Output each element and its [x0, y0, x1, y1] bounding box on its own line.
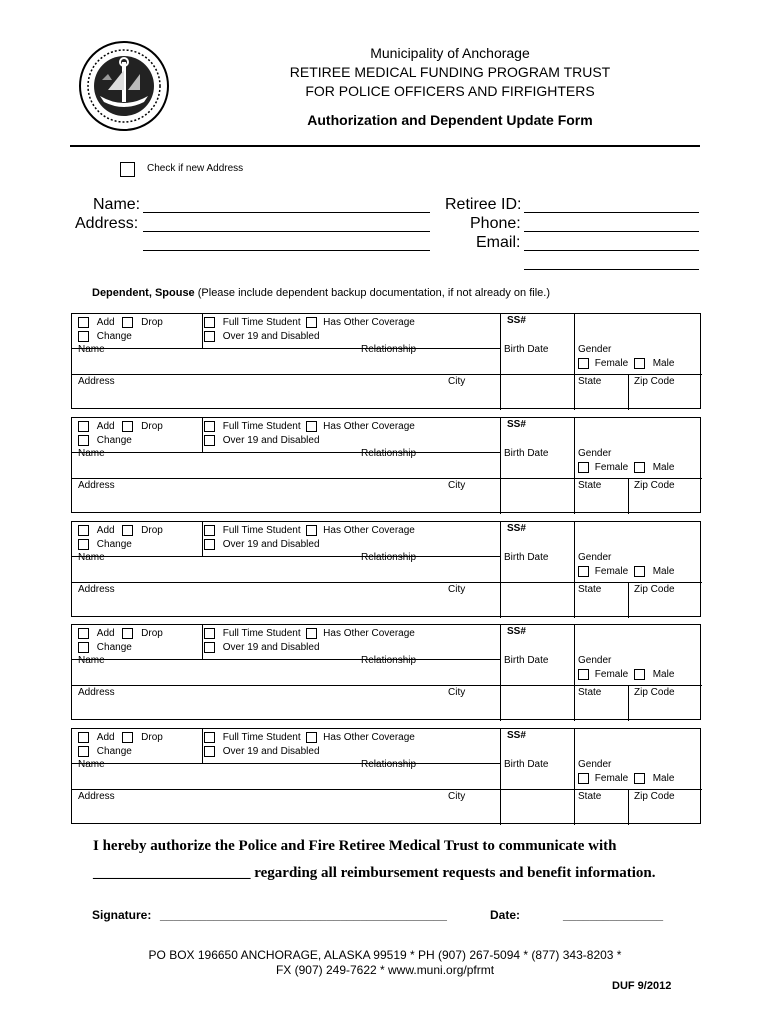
- change-checkbox[interactable]: [78, 331, 89, 342]
- add-checkbox[interactable]: [78, 525, 89, 536]
- gender-label: Gender: [578, 448, 612, 459]
- relationship-label: Relationship: [361, 655, 417, 666]
- relationship-label: Relationship: [361, 759, 417, 770]
- city-label: City: [448, 687, 466, 698]
- male-label: Male: [652, 669, 675, 681]
- address-label: Address: [78, 791, 115, 802]
- city-label: City: [448, 791, 466, 802]
- authorized-party-field[interactable]: _____________________: [93, 865, 251, 881]
- address-label: Address: [78, 687, 115, 698]
- authorization-line2-text: regarding all reimbursement requests and benefit information.: [254, 865, 656, 881]
- female-checkbox[interactable]: [578, 462, 589, 473]
- birth-date-label: Birth Date: [504, 448, 549, 459]
- header-divider: [70, 145, 700, 147]
- relationship-label: Relationship: [361, 552, 417, 563]
- male-checkbox[interactable]: [634, 773, 645, 784]
- name-label: Name: [78, 344, 105, 355]
- dependent-block: [71, 521, 701, 617]
- female-checkbox[interactable]: [578, 773, 589, 784]
- add-checkbox[interactable]: [78, 317, 89, 328]
- other-coverage-checkbox[interactable]: [306, 421, 317, 432]
- full-time-student-checkbox[interactable]: [204, 317, 215, 328]
- signature-field[interactable]: ___________________________________________: [160, 908, 447, 922]
- address-label: Address: [78, 584, 115, 595]
- full-time-student-checkbox[interactable]: [204, 628, 215, 639]
- dependent-block: [71, 624, 701, 720]
- org-name: Municipality of Anchorage: [370, 45, 530, 61]
- zip-label: Zip Code: [634, 584, 675, 595]
- full-time-student-label: Full Time Student: [222, 628, 301, 640]
- state-label: State: [578, 480, 602, 491]
- full-time-student-label: Full Time Student: [222, 317, 301, 329]
- state-label: State: [578, 584, 602, 595]
- dependent-heading-note: (Please include dependent backup documentation, if not already on file.): [197, 287, 550, 299]
- over-19-label: Over 19 and Disabled: [222, 435, 320, 447]
- name-field[interactable]: [143, 212, 430, 213]
- retiree-id-field[interactable]: [524, 212, 699, 213]
- drop-label: Drop: [141, 628, 163, 640]
- ssn-label: SS#: [507, 419, 526, 430]
- over-19-label: Over 19 and Disabled: [222, 539, 320, 551]
- female-label: Female: [594, 358, 629, 370]
- other-coverage-checkbox[interactable]: [306, 525, 317, 536]
- dependent-block: [71, 417, 701, 513]
- authorization-line1: I hereby authorize the Police and Fire Retiree Medical Trust to communicate with: [93, 838, 617, 854]
- change-label: Change: [96, 642, 132, 654]
- dependent-block: [71, 313, 701, 409]
- gender-label: Gender: [578, 552, 612, 563]
- email-field-line2[interactable]: [524, 269, 699, 270]
- full-time-student-label: Full Time Student: [222, 732, 301, 744]
- add-label: Add: [96, 421, 115, 433]
- relationship-label: Relationship: [361, 448, 417, 459]
- other-coverage-label: Has Other Coverage: [323, 732, 415, 744]
- drop-label: Drop: [141, 525, 163, 537]
- change-label: Change: [96, 746, 132, 758]
- authorization-line2: [93, 865, 656, 882]
- phone-field[interactable]: [524, 231, 699, 232]
- new-address-checkbox[interactable]: [120, 162, 135, 177]
- male-label: Male: [652, 773, 675, 785]
- state-label: State: [578, 687, 602, 698]
- full-time-student-checkbox[interactable]: [204, 421, 215, 432]
- municipal-seal: [78, 40, 170, 132]
- other-coverage-label: Has Other Coverage: [323, 317, 415, 329]
- birth-date-label: Birth Date: [504, 655, 549, 666]
- name-label: Name: [78, 655, 105, 666]
- dependent-block: [71, 728, 701, 824]
- ssn-label: SS#: [507, 730, 526, 741]
- name-label: Name: [78, 759, 105, 770]
- add-checkbox[interactable]: [78, 732, 89, 743]
- drop-checkbox[interactable]: [122, 628, 133, 639]
- birth-date-label: Birth Date: [504, 552, 549, 563]
- female-checkbox[interactable]: [578, 566, 589, 577]
- footer-line2: FX (907) 249-7622 * www.muni.org/pfrmt: [275, 963, 495, 977]
- female-label: Female: [594, 669, 629, 681]
- other-coverage-checkbox[interactable]: [306, 317, 317, 328]
- address-label: Address:: [75, 215, 139, 232]
- state-label: State: [578, 791, 602, 802]
- ssn-label: SS#: [507, 626, 526, 637]
- change-label: Change: [96, 331, 132, 343]
- other-coverage-checkbox[interactable]: [306, 628, 317, 639]
- dependent-heading: [92, 287, 550, 299]
- add-checkbox[interactable]: [78, 628, 89, 639]
- phone-label: Phone:: [470, 215, 521, 232]
- add-label: Add: [96, 628, 115, 640]
- change-checkbox[interactable]: [78, 539, 89, 550]
- add-checkbox[interactable]: [78, 421, 89, 432]
- retiree-id-label: Retiree ID:: [445, 196, 522, 213]
- male-checkbox[interactable]: [634, 358, 645, 369]
- signature-label: Signature:: [92, 908, 152, 922]
- over-19-checkbox[interactable]: [204, 331, 215, 342]
- form-code: DUF 9/2012: [612, 980, 672, 992]
- change-label: Change: [96, 539, 132, 551]
- male-label: Male: [652, 566, 675, 578]
- state-label: State: [578, 376, 602, 387]
- over-19-label: Over 19 and Disabled: [222, 642, 320, 654]
- male-checkbox[interactable]: [634, 566, 645, 577]
- dependent-heading-bold: Dependent, Spouse: [92, 287, 195, 299]
- female-label: Female: [594, 462, 629, 474]
- city-label: City: [448, 584, 466, 595]
- email-label: Email:: [476, 234, 521, 251]
- new-address-label: Check if new Address: [147, 163, 244, 174]
- full-time-student-checkbox[interactable]: [204, 525, 215, 536]
- female-checkbox[interactable]: [578, 669, 589, 680]
- zip-label: Zip Code: [634, 480, 675, 491]
- add-label: Add: [96, 732, 115, 744]
- ssn-label: SS#: [507, 523, 526, 534]
- name-label: Name: [78, 552, 105, 563]
- drop-label: Drop: [141, 732, 163, 744]
- email-field[interactable]: [524, 250, 699, 251]
- over-19-checkbox[interactable]: [204, 435, 215, 446]
- drop-checkbox[interactable]: [122, 525, 133, 536]
- relationship-label: Relationship: [361, 344, 417, 355]
- male-checkbox[interactable]: [634, 462, 645, 473]
- full-time-student-checkbox[interactable]: [204, 732, 215, 743]
- address-field-line1[interactable]: [143, 231, 430, 232]
- name-label: Name: [78, 448, 105, 459]
- drop-label: Drop: [141, 421, 163, 433]
- form-title: Authorization and Dependent Update Form: [307, 112, 593, 128]
- address-label: Address: [78, 376, 115, 387]
- address-field-line2[interactable]: [143, 250, 430, 251]
- footer-line1: PO BOX 196650 ANCHORAGE, ALASKA 99519 * PH (907) 267-5094 * (877) 343-8203 *: [148, 948, 622, 962]
- gender-label: Gender: [578, 344, 612, 355]
- over-19-label: Over 19 and Disabled: [222, 746, 320, 758]
- city-label: City: [448, 480, 466, 491]
- over-19-checkbox[interactable]: [204, 746, 215, 757]
- drop-checkbox[interactable]: [122, 421, 133, 432]
- ssn-label: SS#: [507, 315, 526, 326]
- other-coverage-label: Has Other Coverage: [323, 628, 415, 640]
- add-label: Add: [96, 317, 115, 329]
- zip-label: Zip Code: [634, 376, 675, 387]
- male-label: Male: [652, 358, 675, 370]
- drop-checkbox[interactable]: [122, 732, 133, 743]
- drop-checkbox[interactable]: [122, 317, 133, 328]
- birth-date-label: Birth Date: [504, 344, 549, 355]
- female-label: Female: [594, 566, 629, 578]
- zip-label: Zip Code: [634, 791, 675, 802]
- address-label: Address: [78, 480, 115, 491]
- date-label: Date:: [490, 908, 521, 922]
- over-19-label: Over 19 and Disabled: [222, 331, 320, 343]
- change-checkbox[interactable]: [78, 746, 89, 757]
- male-checkbox[interactable]: [634, 669, 645, 680]
- female-label: Female: [594, 773, 629, 785]
- other-coverage-checkbox[interactable]: [306, 732, 317, 743]
- zip-label: Zip Code: [634, 687, 675, 698]
- date-field[interactable]: _______________: [563, 908, 664, 922]
- birth-date-label: Birth Date: [504, 759, 549, 770]
- over-19-checkbox[interactable]: [204, 539, 215, 550]
- gender-label: Gender: [578, 655, 612, 666]
- change-label: Change: [96, 435, 132, 447]
- gender-label: Gender: [578, 759, 612, 770]
- change-checkbox[interactable]: [78, 642, 89, 653]
- drop-label: Drop: [141, 317, 163, 329]
- full-time-student-label: Full Time Student: [222, 525, 301, 537]
- name-label: Name:: [93, 196, 141, 213]
- other-coverage-label: Has Other Coverage: [323, 525, 415, 537]
- other-coverage-label: Has Other Coverage: [323, 421, 415, 433]
- female-checkbox[interactable]: [578, 358, 589, 369]
- over-19-checkbox[interactable]: [204, 642, 215, 653]
- change-checkbox[interactable]: [78, 435, 89, 446]
- add-label: Add: [96, 525, 115, 537]
- full-time-student-label: Full Time Student: [222, 421, 301, 433]
- city-label: City: [448, 376, 466, 387]
- trust-name-line2: FOR POLICE OFFICERS AND FIRFIGHTERS: [305, 83, 595, 99]
- male-label: Male: [652, 462, 675, 474]
- trust-name-line1: RETIREE MEDICAL FUNDING PROGRAM TRUST: [289, 64, 611, 80]
